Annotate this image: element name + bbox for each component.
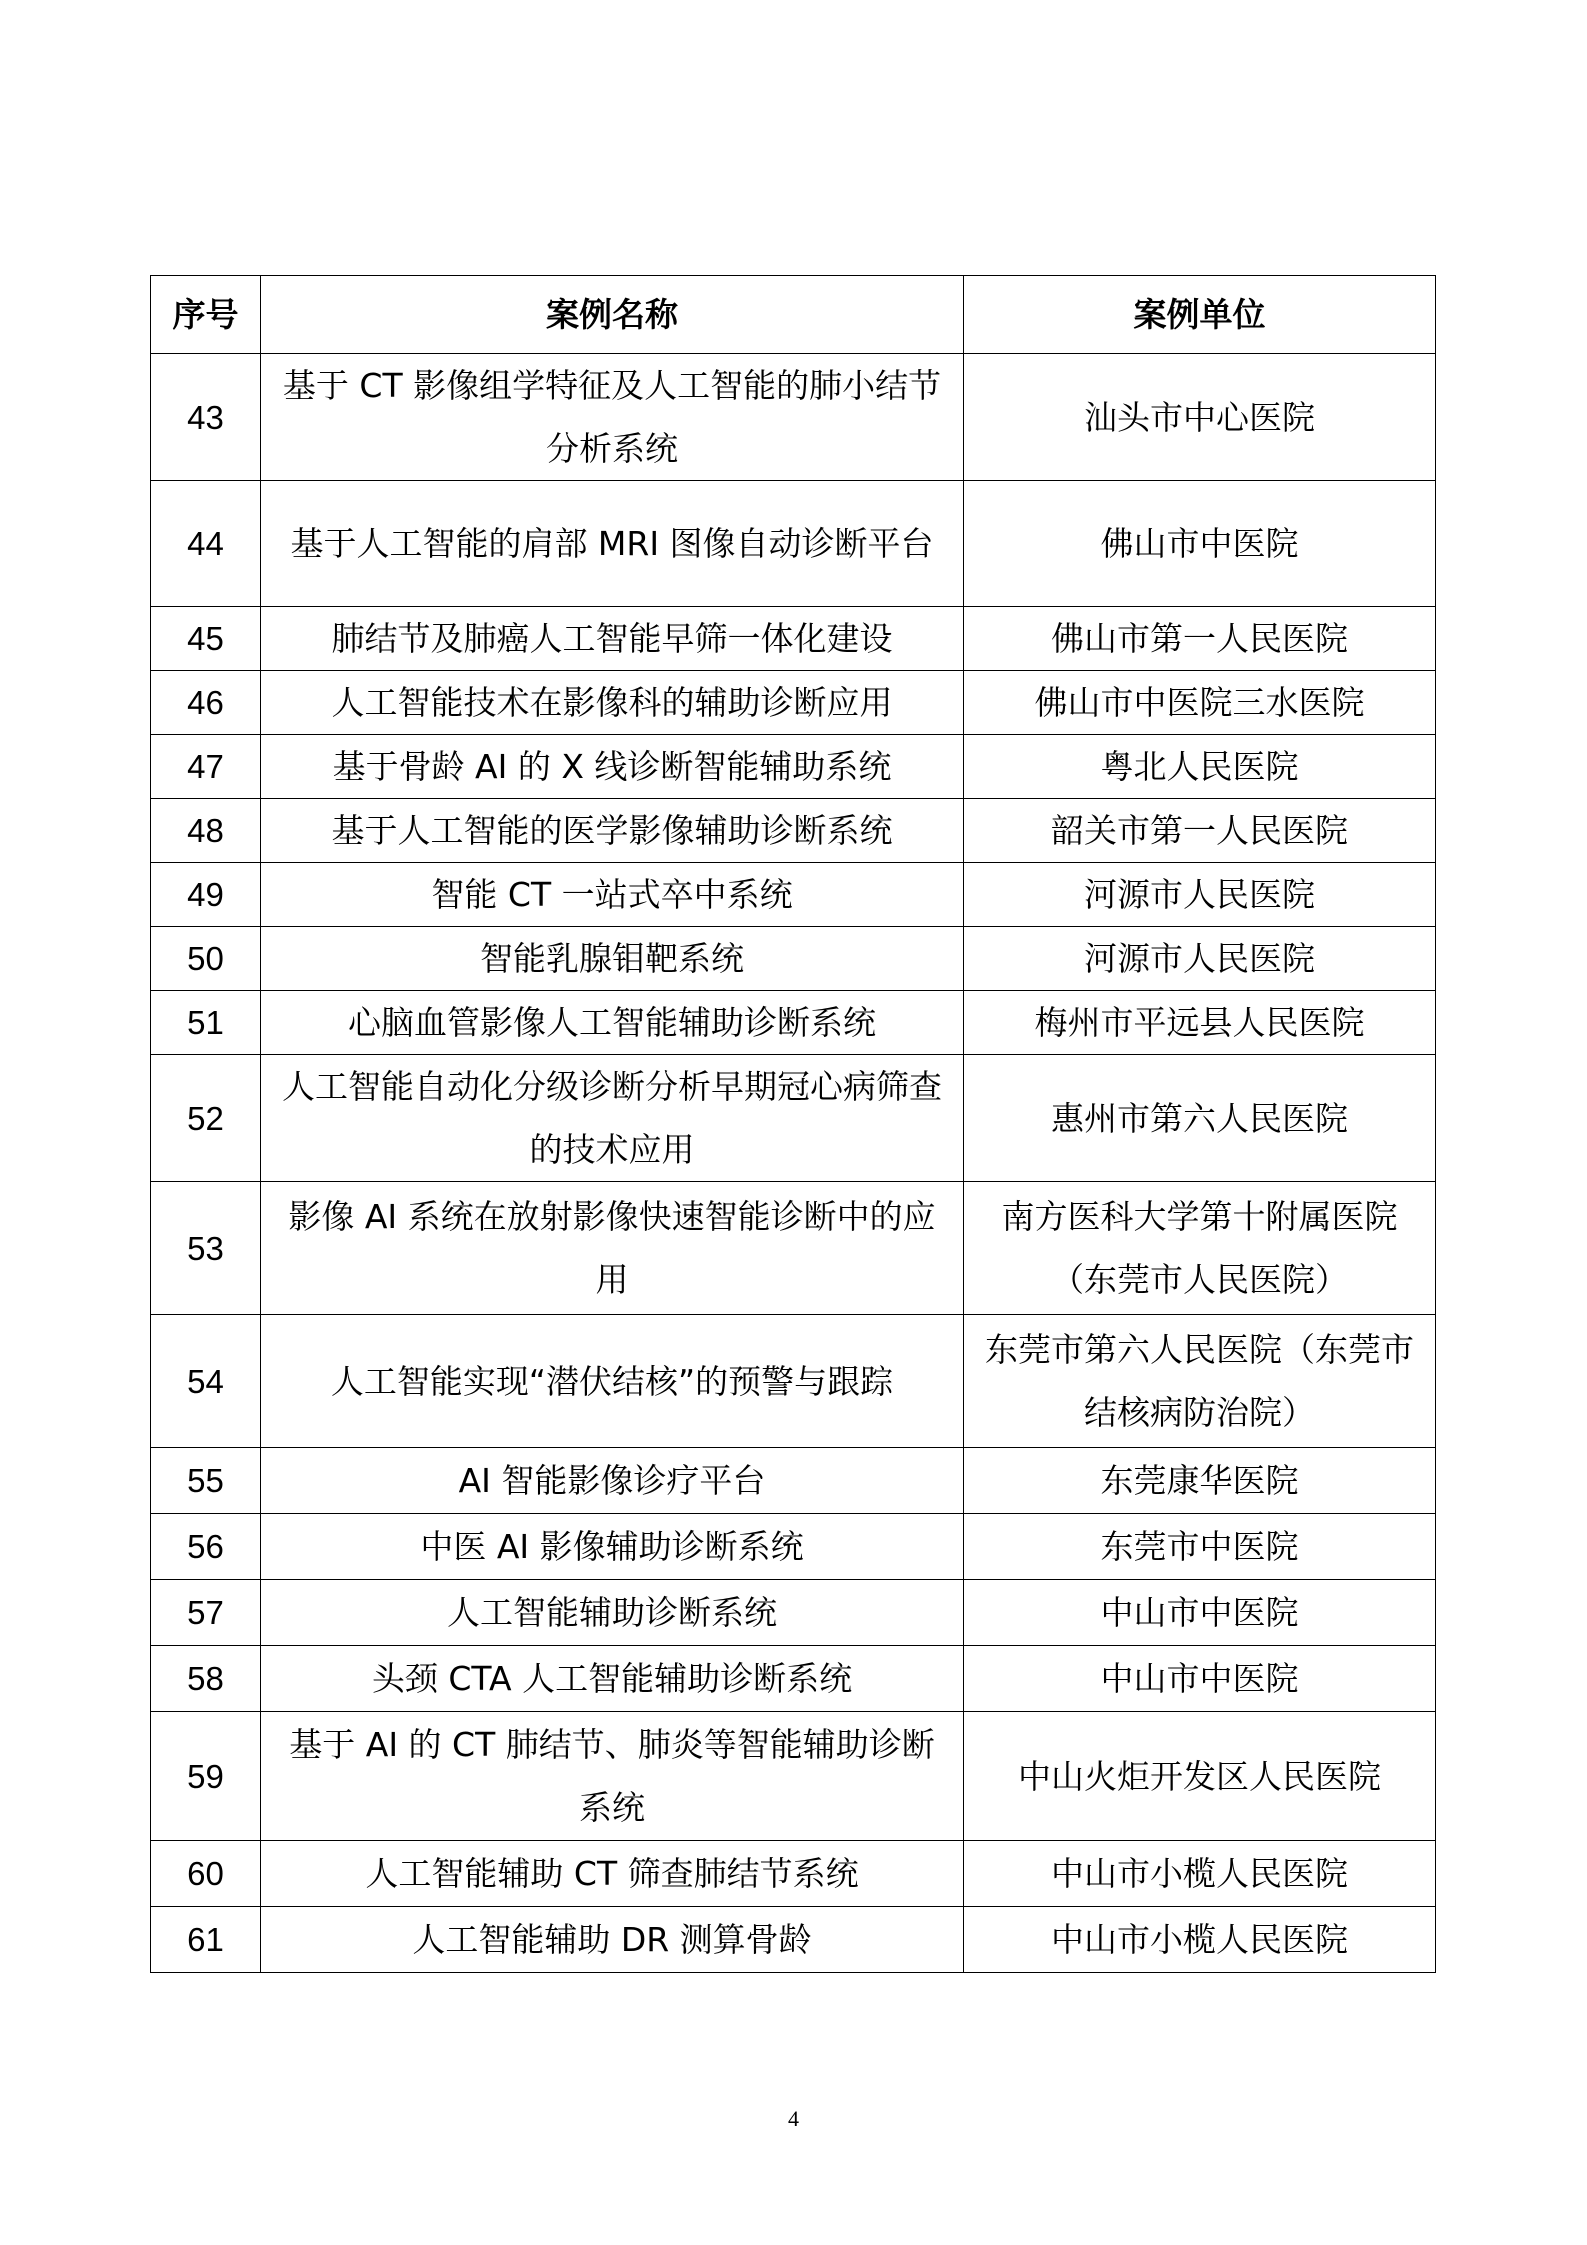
row-case-unit: 惠州市第六人民医院 <box>964 1055 1436 1182</box>
row-index: 54 <box>151 1315 261 1448</box>
table-row <box>151 1907 1436 1973</box>
row-case-unit: 中山火炬开发区人民医院 <box>964 1712 1436 1841</box>
table-row <box>151 1646 1436 1712</box>
row-case-name: 人工智能实现“潜伏结核”的预警与跟踪 <box>261 1315 964 1448</box>
table-row <box>151 1580 1436 1646</box>
row-case-unit: 佛山市中医院三水医院 <box>964 671 1436 735</box>
row-index: 44 <box>151 481 261 607</box>
row-index: 46 <box>151 671 261 735</box>
row-case-name: 影像 AI 系统在放射影像快速智能诊断中的应用 <box>261 1182 964 1315</box>
row-case-unit: 中山市小榄人民医院 <box>964 1907 1436 1973</box>
row-case-unit: 汕头市中心医院 <box>964 354 1436 481</box>
row-index: 45 <box>151 607 261 671</box>
row-index: 47 <box>151 735 261 799</box>
row-case-name: 人工智能技术在影像科的辅助诊断应用 <box>261 671 964 735</box>
row-index: 50 <box>151 927 261 991</box>
row-case-unit: 东莞市第六人民医院（东莞市结核病防治院） <box>964 1315 1436 1448</box>
row-case-name: 人工智能辅助 CT 筛查肺结节系统 <box>261 1841 964 1907</box>
table-row <box>151 1448 1436 1514</box>
table-row <box>151 1514 1436 1580</box>
table-row <box>151 671 1436 735</box>
row-case-unit: 佛山市中医院 <box>964 481 1436 607</box>
row-case-name: 人工智能辅助 DR 测算骨龄 <box>261 1907 964 1973</box>
table-row <box>151 863 1436 927</box>
row-index: 52 <box>151 1055 261 1182</box>
table-row <box>151 354 1436 481</box>
table-row <box>151 1841 1436 1907</box>
row-index: 56 <box>151 1514 261 1580</box>
table-row <box>151 735 1436 799</box>
table-row <box>151 481 1436 607</box>
row-index: 43 <box>151 354 261 481</box>
row-index: 49 <box>151 863 261 927</box>
row-case-unit: 中山市小榄人民医院 <box>964 1841 1436 1907</box>
row-case-name: 基于 AI 的 CT 肺结节、肺炎等智能辅助诊断系统 <box>261 1712 964 1841</box>
table-row <box>151 1182 1436 1315</box>
row-index: 48 <box>151 799 261 863</box>
table-row <box>151 1315 1436 1448</box>
row-index: 51 <box>151 991 261 1055</box>
row-case-unit: 南方医科大学第十附属医院（东莞市人民医院） <box>964 1182 1436 1315</box>
row-case-name: 智能 CT 一站式卒中系统 <box>261 863 964 927</box>
row-case-unit: 东莞康华医院 <box>964 1448 1436 1514</box>
row-index: 58 <box>151 1646 261 1712</box>
row-case-name: AI 智能影像诊疗平台 <box>261 1448 964 1514</box>
table-row <box>151 607 1436 671</box>
row-case-unit: 东莞市中医院 <box>964 1514 1436 1580</box>
row-case-name: 基于人工智能的肩部 MRI 图像自动诊断平台 <box>261 481 964 607</box>
row-index: 61 <box>151 1907 261 1973</box>
case-table <box>150 275 1436 1973</box>
row-index: 57 <box>151 1580 261 1646</box>
row-case-name: 心脑血管影像人工智能辅助诊断系统 <box>261 991 964 1055</box>
table-header-row <box>151 276 1436 354</box>
row-case-unit: 佛山市第一人民医院 <box>964 607 1436 671</box>
header-case-name: 案例名称 <box>261 276 964 354</box>
table-row <box>151 991 1436 1055</box>
row-case-name: 基于人工智能的医学影像辅助诊断系统 <box>261 799 964 863</box>
row-case-unit: 粤北人民医院 <box>964 735 1436 799</box>
row-case-unit: 梅州市平远县人民医院 <box>964 991 1436 1055</box>
row-index: 53 <box>151 1182 261 1315</box>
table-row <box>151 1712 1436 1841</box>
header-index: 序号 <box>151 276 261 354</box>
table-row <box>151 927 1436 991</box>
row-case-unit: 中山市中医院 <box>964 1646 1436 1712</box>
row-case-name: 中医 AI 影像辅助诊断系统 <box>261 1514 964 1580</box>
row-index: 55 <box>151 1448 261 1514</box>
row-case-name: 肺结节及肺癌人工智能早筛一体化建设 <box>261 607 964 671</box>
page-number: 4 <box>788 2106 799 2131</box>
row-case-name: 基于骨龄 AI 的 X 线诊断智能辅助系统 <box>261 735 964 799</box>
row-case-name: 人工智能自动化分级诊断分析早期冠心病筛查的技术应用 <box>261 1055 964 1182</box>
table-row <box>151 799 1436 863</box>
row-case-unit: 河源市人民医院 <box>964 927 1436 991</box>
row-index: 59 <box>151 1712 261 1841</box>
row-case-name: 智能乳腺钼靶系统 <box>261 927 964 991</box>
row-case-name: 人工智能辅助诊断系统 <box>261 1580 964 1646</box>
row-index: 60 <box>151 1841 261 1907</box>
row-case-unit: 河源市人民医院 <box>964 863 1436 927</box>
row-case-unit: 韶关市第一人民医院 <box>964 799 1436 863</box>
table-row <box>151 1055 1436 1182</box>
row-case-name: 基于 CT 影像组学特征及人工智能的肺小结节分析系统 <box>261 354 964 481</box>
header-case-unit: 案例单位 <box>964 276 1436 354</box>
row-case-name: 头颈 CTA 人工智能辅助诊断系统 <box>261 1646 964 1712</box>
row-case-unit: 中山市中医院 <box>964 1580 1436 1646</box>
